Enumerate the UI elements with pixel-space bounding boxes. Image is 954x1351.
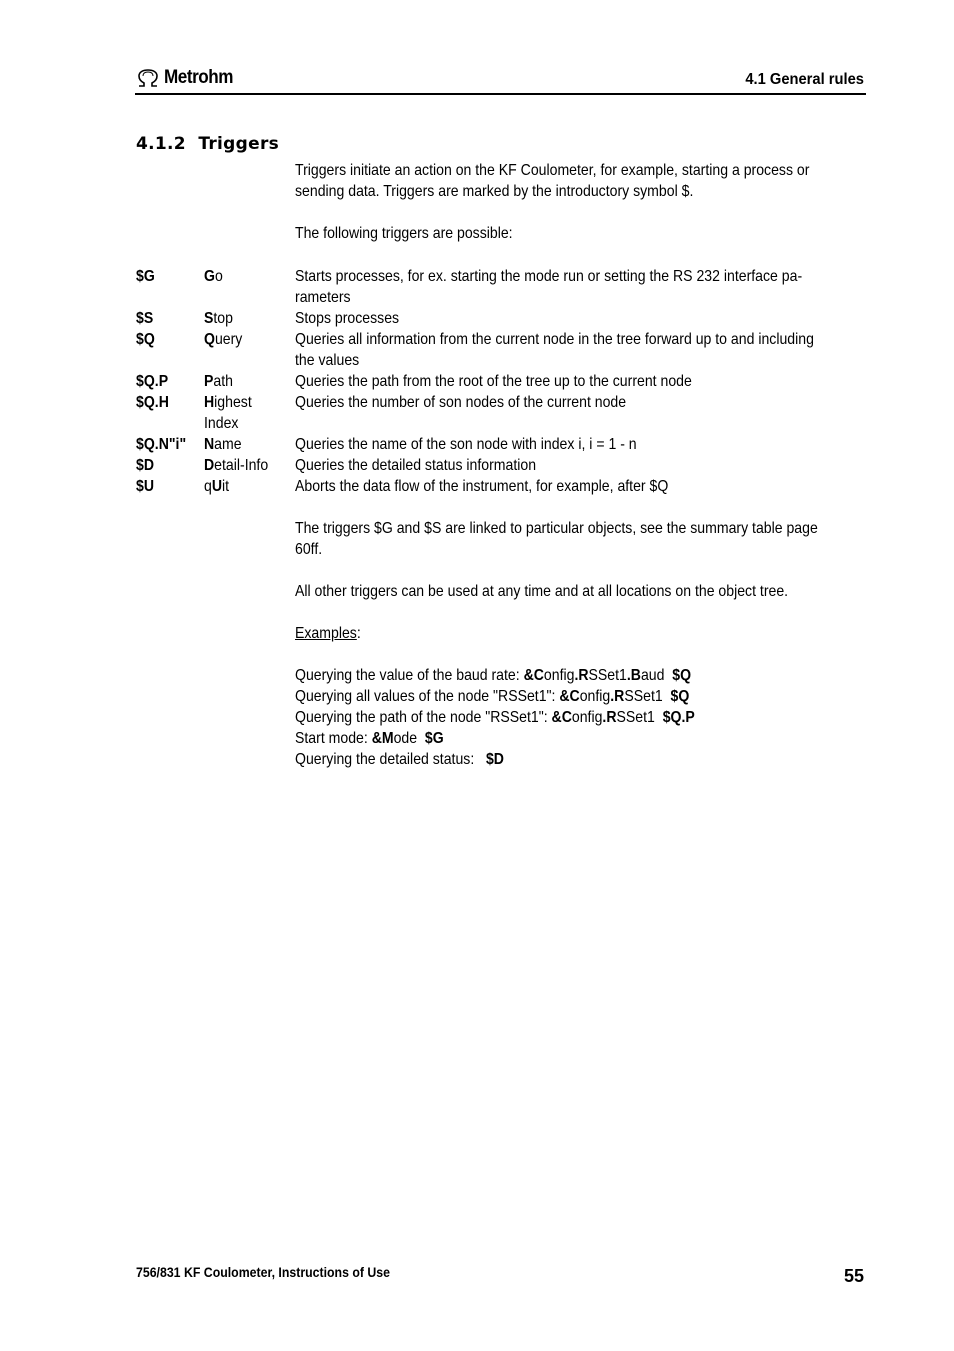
footer-title: 756/831 KF Coulometer, Instructions of Use: [136, 1264, 391, 1280]
trigger-name: [204, 476, 229, 497]
command-part: SSet1: [616, 709, 655, 726]
command-part: onfig: [571, 709, 603, 726]
trigger-description: Queries the detailed status information: [295, 457, 537, 474]
example-text: Querying the detailed status:: [295, 751, 479, 768]
trigger-name: [204, 308, 233, 329]
trigger-name-cont: Index: [204, 415, 239, 432]
trigger-code: $Q.P: [136, 373, 169, 390]
trigger-name-rest: ame: [214, 436, 242, 453]
command-part: onfig: [543, 667, 575, 684]
command-part: &C: [551, 709, 572, 726]
command-part: SSet1: [588, 667, 627, 684]
trigger-code: $D: [136, 457, 154, 474]
note-line: All other triggers can be used at any time and at all locations on the object tree.: [295, 583, 789, 600]
command-part: ode: [393, 730, 418, 747]
command-part: .R: [610, 688, 625, 705]
example-trigger: $Q.P: [662, 709, 695, 726]
trigger-name-rest: top: [213, 310, 233, 327]
command-part: .R: [574, 667, 589, 684]
example-text: Querying all values of the node "RSSet1":: [295, 688, 560, 705]
example-text: Querying the path of the node "RSSet1":: [295, 709, 552, 726]
page-number: 55: [843, 1266, 864, 1286]
trigger-code: $Q.N"i": [136, 436, 187, 453]
section-title: Triggers: [198, 134, 280, 154]
command-part: &M: [371, 730, 394, 747]
trigger-name: [204, 434, 242, 455]
trigger-name-key: H: [204, 394, 215, 411]
command-part: aud: [640, 667, 665, 684]
trigger-name-key: D: [204, 457, 215, 474]
trigger-name-rest: ighest: [214, 394, 252, 411]
example-text: Querying the value of the baud rate:: [295, 667, 524, 684]
trigger-description: Queries the path from the root of the tree up to the current node: [295, 373, 692, 390]
example-trigger: $Q: [670, 688, 690, 705]
trigger-description: Queries the number of son nodes of the current node: [295, 394, 627, 411]
section-heading: [136, 134, 279, 154]
trigger-name-prefix: q: [204, 478, 212, 495]
intro-line: The following triggers are possible:: [295, 225, 513, 242]
trigger-name: [204, 455, 268, 476]
header-rule: [135, 93, 866, 95]
example-trigger: $G: [424, 730, 444, 747]
command-part: .B: [626, 667, 641, 684]
example-command: [559, 688, 662, 705]
example-trigger: $Q: [672, 667, 692, 684]
trigger-name-key: P: [204, 373, 214, 390]
example-line: [295, 728, 444, 749]
trigger-name-rest: uery: [214, 331, 243, 348]
metrohm-omega-icon: [136, 68, 160, 88]
command-part: &C: [523, 667, 544, 684]
trigger-description: Queries all information from the current node in the tree forward up to and including: [295, 331, 814, 348]
intro-line: sending data. Triggers are marked by the introductory symbol $.: [295, 183, 694, 200]
trigger-code: $S: [136, 310, 154, 327]
example-line: [295, 686, 689, 707]
command-part: &C: [559, 688, 580, 705]
trigger-description: Stops processes: [295, 310, 400, 327]
trigger-name-rest: o: [214, 268, 223, 285]
note-line: 60ff.: [295, 541, 323, 558]
trigger-name: [204, 371, 233, 392]
trigger-name-key: Q: [204, 331, 215, 348]
example-trigger: $D: [485, 751, 504, 768]
example-line: [295, 749, 504, 770]
trigger-name: [204, 266, 223, 287]
example-command: [552, 709, 655, 726]
trigger-name-rest: ath: [213, 373, 233, 390]
trigger-description: the values: [295, 352, 360, 369]
note-line: The triggers $G and $S are linked to particular objects, see the summary table page: [295, 520, 818, 537]
trigger-name: [204, 392, 252, 413]
brand-name: Metrohm: [164, 67, 234, 88]
trigger-description: Starts processes, for ex. starting the mode run or setting the RS 232 interface pa-: [295, 268, 803, 285]
example-line: [295, 707, 695, 728]
trigger-name: [204, 329, 242, 350]
trigger-name-key: U: [211, 478, 223, 495]
examples-colon: :: [356, 625, 361, 642]
running-header: 4.1 General rules: [745, 71, 864, 88]
trigger-code: $U: [136, 478, 154, 495]
trigger-code: $Q.H: [136, 394, 169, 411]
examples-heading: [295, 623, 361, 644]
trigger-description: rameters: [295, 289, 351, 306]
example-command: [372, 730, 417, 747]
trigger-code: $G: [136, 268, 155, 285]
brand-logo: [136, 66, 241, 90]
trigger-name-rest: it: [222, 478, 230, 495]
intro-line: Triggers initiate an action on the KF Coulometer, for example, starting a process or: [295, 162, 810, 179]
command-part: .R: [602, 709, 617, 726]
trigger-name-key: G: [204, 268, 215, 285]
command-part: onfig: [579, 688, 611, 705]
trigger-code: $Q: [136, 331, 155, 348]
trigger-name-key: N: [204, 436, 215, 453]
example-command: [524, 667, 665, 684]
examples-label: Examples: [295, 625, 357, 642]
example-line: [295, 665, 691, 686]
trigger-description: Aborts the data flow of the instrument, for example, after $Q: [295, 478, 669, 495]
command-part: SSet1: [624, 688, 663, 705]
example-text: Start mode:: [295, 730, 372, 747]
trigger-name-key: S: [204, 310, 214, 327]
section-number: 4.1.2: [136, 134, 186, 154]
trigger-name-rest: etail-Info: [214, 457, 269, 474]
trigger-description: Queries the name of the son node with index i, i = 1 - n: [295, 436, 637, 453]
